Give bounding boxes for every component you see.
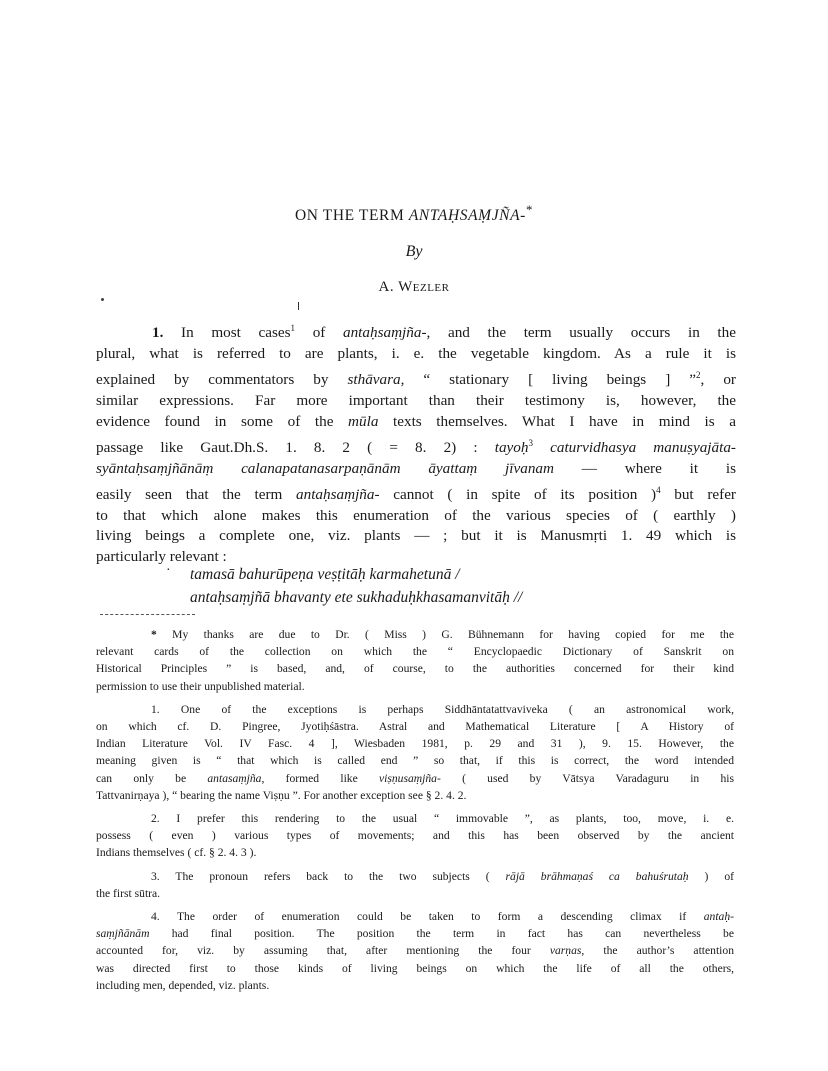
footnote-line <box>96 810 734 827</box>
text-run: , the author’s attention <box>581 944 734 958</box>
body-line <box>96 365 736 391</box>
text-run: , or <box>700 370 736 388</box>
text-run: 2. I prefer this rendering to the usual “ immovable ”, as plants, too, move, i. e. <box>151 812 734 826</box>
speck-mark <box>101 298 104 301</box>
body-line <box>96 459 736 480</box>
article-title <box>0 202 828 225</box>
text-run: , and the term usually occurs in the <box>426 324 736 342</box>
footnote-ref: 4 <box>656 484 661 495</box>
footnote <box>96 626 734 695</box>
tick-mark <box>298 302 299 310</box>
italic-term: caturvidhasya manuṣyajāta- <box>532 438 736 456</box>
footnote-line <box>96 960 734 977</box>
text-run: ) of <box>688 869 734 883</box>
text-run: possess ( even ) various types of movements; and this has been observed by the ancient <box>96 829 734 843</box>
footnote-line <box>96 942 734 959</box>
footnote <box>96 868 734 902</box>
footnote <box>96 810 734 862</box>
text-run: cannot ( in spite of its position ) <box>379 485 657 503</box>
italic-term: antaḥsaṃjña- <box>342 324 427 342</box>
text-run: to that which alone makes this enumeration of the various species of ( earthly ) <box>96 506 736 524</box>
text-run: 3. The pronoun refers back to the two subjects ( <box>151 869 506 883</box>
text-run: evidence found in some of the <box>96 412 349 430</box>
text-run: passage like Gaut.Dh.S. 1. 8. 2 ( = 8. 2) : <box>96 438 495 456</box>
footnote-line <box>96 718 734 735</box>
italic-term: tayoḥ <box>494 438 529 456</box>
text-run: In most cases <box>163 324 291 342</box>
footnote-ref: 2 <box>696 369 701 380</box>
text-run: Tattvanirṇaya ), “ bearing the name Viṣṇu ”. For another exception see § 2. 4. 2. <box>96 788 467 802</box>
text-run: had final position. The position the term in fact has can nevertheless be <box>149 927 734 941</box>
text-run: , “ stationary [ living beings ] ” <box>400 370 697 388</box>
text-run: on which cf. D. Pingree, Jyotiḥśāstra. Astral and Mathematical Literature [ A History of <box>96 720 734 734</box>
text-run: can only be <box>96 771 208 785</box>
body-line <box>96 506 736 527</box>
text-run: 4. The order of enumeration could be taken to form a descending climax if <box>151 910 704 924</box>
italic-term: antasaṃjña <box>207 771 262 785</box>
byline: By <box>405 243 423 260</box>
title-prefix: ON THE TERM <box>294 207 405 225</box>
text-run: texts themselves. What I have in mind is a <box>378 412 736 430</box>
text-run: Indian Literature Vol. IV Fasc. 4 ], Wiesbaden 1981, p. 29 and 31 ), 9. 15. However, the <box>96 737 734 751</box>
verse-quote <box>190 563 522 609</box>
footnote-line <box>96 626 734 643</box>
footnote-line <box>96 908 734 925</box>
text-run: permission to use their unpublished material. <box>96 679 305 693</box>
footnote-ref: 3 <box>528 437 533 448</box>
footnote-line <box>96 735 734 752</box>
body-line <box>96 480 736 506</box>
text-run: — where it is <box>553 459 737 477</box>
text-run: particularly relevant : <box>96 548 227 566</box>
body-line <box>96 391 736 412</box>
author-name <box>0 279 828 296</box>
italic-term: antaḥ- <box>703 910 734 924</box>
footnote-ref: 1 <box>290 323 296 333</box>
title-term: ANTAḤSAṂJÑA- <box>408 207 526 225</box>
verse-line-2: antaḥsaṃjñā bhavanty ete sukhaduḥkhasamanvitāḥ // <box>190 589 523 606</box>
body-line <box>96 526 736 547</box>
text-run: was directed first to those kinds of living beings on which the life of all the others, <box>96 961 734 975</box>
text-run: of <box>295 324 343 342</box>
footnote-line <box>96 770 734 787</box>
text-run: ( used by Vātsya Varadaguru in his <box>440 771 734 785</box>
text-run: My thanks are due to Dr. ( Miss ) G. Bühnemann for having copied for me the <box>156 628 734 641</box>
text-run: including men, depended, viz. plants. <box>96 978 270 992</box>
verse-bullet: · <box>166 563 171 578</box>
body-line <box>96 318 736 344</box>
footnotes <box>96 626 734 1000</box>
text-run: similar expressions. Far more important than their testimony is, however, the <box>96 391 736 409</box>
number-marker: 1. <box>152 324 164 342</box>
footnote-line <box>96 977 734 994</box>
footnote-line <box>96 752 734 769</box>
footnote-line <box>96 787 734 804</box>
text-run: meaning given is “ that which is called end ” so that, if this is correct, the word intended <box>96 754 734 768</box>
footnote-line <box>96 701 734 718</box>
author-name-text: A. Wezler <box>378 279 450 295</box>
footnote-line <box>96 827 734 844</box>
body-paragraph <box>96 318 736 568</box>
footnote-separator <box>100 614 195 615</box>
text-run: but refer <box>660 485 736 503</box>
footnote-line <box>96 643 734 660</box>
text-run: Indians themselves ( cf. § 2. 4. 3 ). <box>96 846 257 860</box>
text-run: Historical Principles ” is based, and, of course, to the authorities concerned for their kind <box>96 662 734 676</box>
text-run: accounted for, viz. by assuming that, after mentioning the four <box>96 944 550 958</box>
text-run: the first sūtra. <box>96 886 161 900</box>
footnote <box>96 701 734 804</box>
italic-term: sthāvara <box>347 370 401 388</box>
footnote-line <box>96 660 734 677</box>
body-line <box>96 344 736 365</box>
italic-term: varṇas <box>549 944 582 958</box>
text-run: , formed like <box>261 771 379 785</box>
body-line <box>96 433 736 459</box>
text-run: 1. One of the exceptions is perhaps Siddhāntatattvaviveka ( an astronomical work, <box>151 702 734 716</box>
italic-term: antaḥsaṃjña- <box>296 485 380 503</box>
title-footnote-mark: * <box>525 202 534 217</box>
text-run: explained by commentators by <box>96 370 348 388</box>
text-run: plural, what is referred to are plants, i. e. the vegetable kingdom. As a rule it is <box>96 344 736 362</box>
text-run: relevant cards of the collection on which the “ Encyclopaedic Dictionary of Sanskrit on <box>96 645 734 659</box>
footnote-line <box>96 678 734 695</box>
footnote-line <box>96 925 734 942</box>
number-marker: * <box>151 628 157 641</box>
footnote-line <box>96 844 734 861</box>
body-line <box>96 412 736 433</box>
footnote <box>96 908 734 994</box>
footnote-line <box>96 868 734 885</box>
footnote-line <box>96 885 734 902</box>
italic-term: viṣṇusaṃjña- <box>378 771 441 785</box>
italic-term: saṃjñānām <box>96 927 150 941</box>
italic-term: rājā brāhmaṇaś ca bahuśrutaḥ <box>505 869 689 883</box>
text-run: easily seen that the term <box>96 485 296 503</box>
italic-term: syāntaḥsaṃjñānāṃ calanapatanasarpaṇānām āyattaṃ jīvanam <box>96 459 554 477</box>
verse-line-1: tamasā bahurūpeṇa veṣṭitāḥ karmahetunā / <box>190 566 460 583</box>
italic-term: mūla <box>348 412 379 430</box>
text-run: living beings a complete one, viz. plants — ; but it is Manusmṛti 1. 49 which is <box>96 527 736 545</box>
